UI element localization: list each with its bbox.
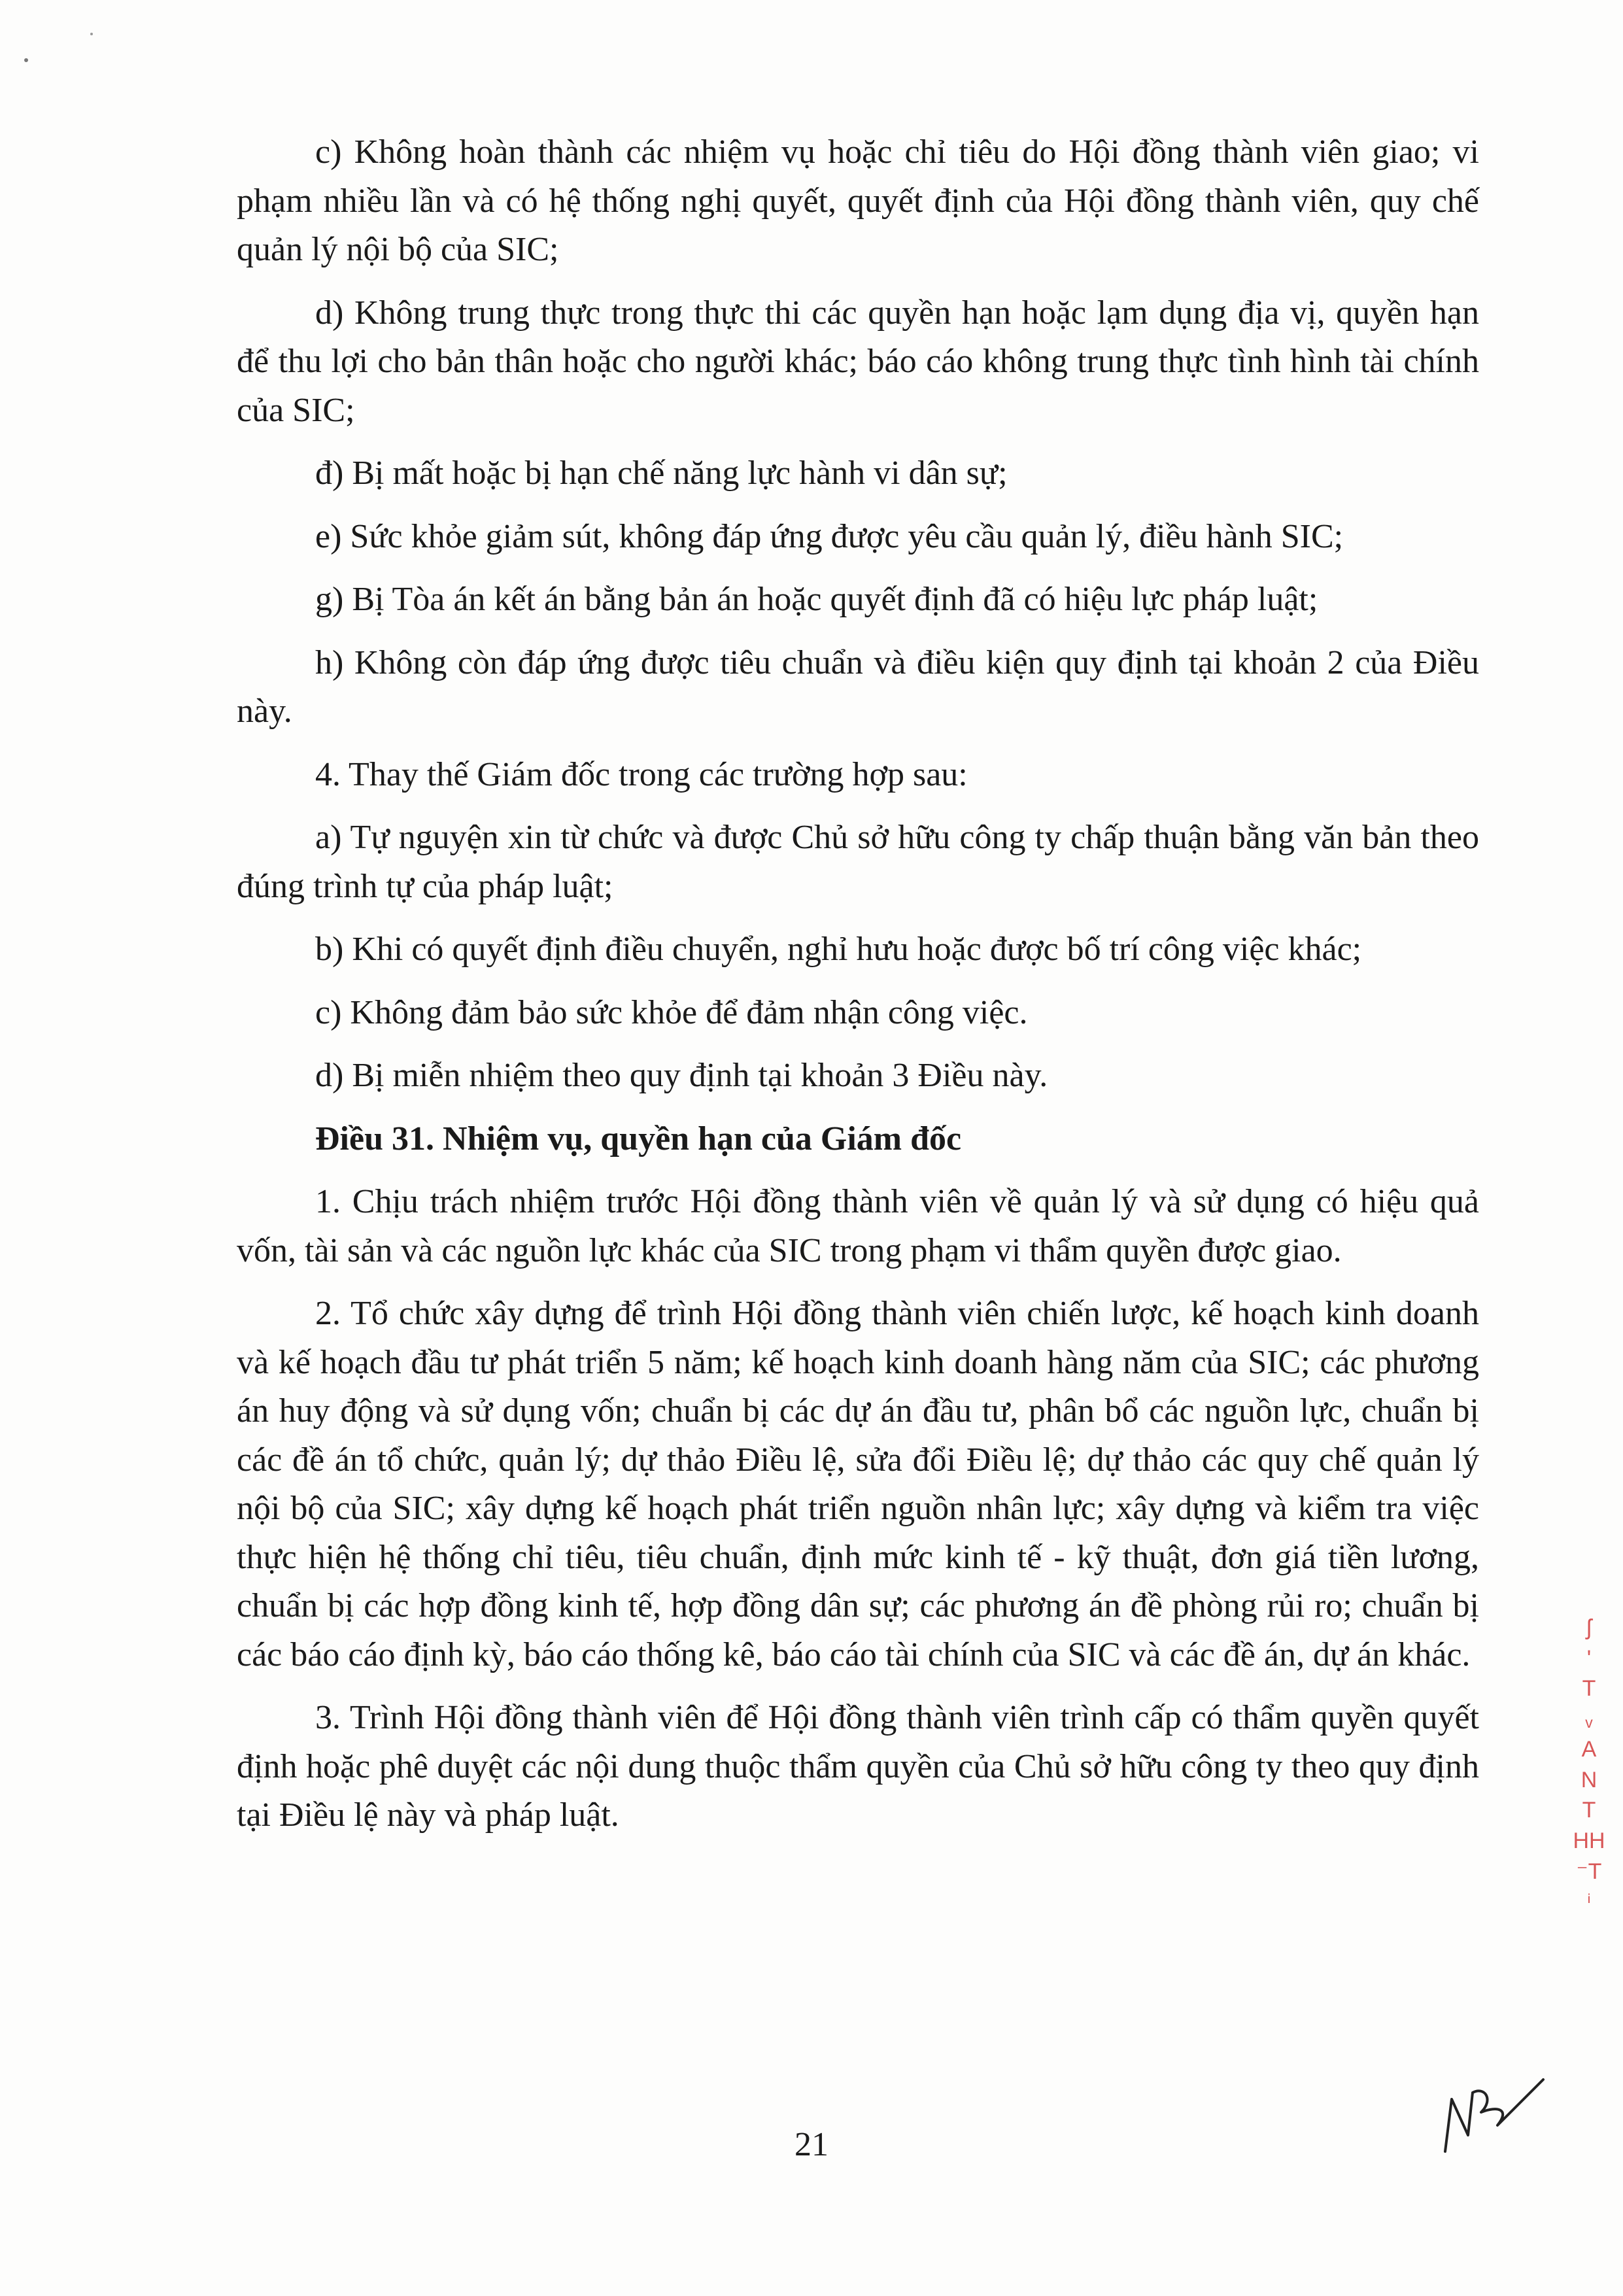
seal-edge-stamp [1569, 1615, 1609, 1916]
stamp-mark: T [1582, 1798, 1596, 1823]
paragraph: c) Không hoàn thành các nhiệm vụ hoặc chỉ tiêu do Hội đồng thành viên giao; vi phạm nhiều lần và có hệ thống nghị quyết, quyết định của Hội đồng thành viên, quy chế quản lý nội bộ của SIC; [237, 133, 1479, 268]
stamp-mark: ᵥ [1585, 1706, 1593, 1732]
stamp-mark: ⁱ [1586, 1890, 1592, 1915]
paragraph: 3. Trình Hội đồng thành viên để Hội đồng thành viên trình cấp có thẩm quyền quyết định hoặc phê duyệt các nội dung thuộc thẩm quyền của Chủ sở hữu công ty theo quy định tại Điều lệ này và pháp luật. [237, 1699, 1479, 1834]
paragraph: e) Sức khỏe giảm sút, không đáp ứng được yêu cầu quản lý, điều hành SIC; [315, 517, 1344, 555]
stamp-mark: HH [1573, 1828, 1605, 1853]
paragraph: 2. Tổ chức xây dựng để trình Hội đồng thành viên chiến lược, kế hoạch kinh doanh và kế hoạch đầu tư phát triển 5 năm; kế hoạch kinh doanh hàng năm của SIC; các phương án huy động và sử dụng vốn; chuẩn bị các dự án đầu tư, phân bổ các nguồn lực, chuẩn bị các đề án tổ chức, quản lý; dự thảo Điều lệ, sửa đổi Điều lệ; dự thảo các quy chế quản lý nội bộ của SIC; xây dựng kế hoạch phát triển nguồn nhân lực; xây dựng và kiểm tra việc thực hiện hệ thống chỉ tiêu, tiêu chuẩn, định mức kinh tế - kỹ thuật, đơn giá tiền lương, chuẩn bị các hợp đồng kinh tế, hợp đồng dân sự; các phương án đề phòng rủi ro; chuẩn bị các báo cáo định kỳ, báo cáo thống kê, báo cáo tài chính của SIC và các đề án, dự án khác. [237, 1295, 1479, 1673]
article-heading: Điều 31. Nhiệm vụ, quyền hạn của Giám đốc [315, 1120, 962, 1157]
stamp-mark: T [1582, 1676, 1596, 1702]
stamp-mark: ʃ [1586, 1615, 1592, 1640]
page-number: 21 [794, 2126, 829, 2163]
stamp-mark: ⁻T [1576, 1859, 1602, 1885]
paragraph: 4. Thay thế Giám đốc trong các trường hợp sau: [315, 755, 968, 793]
stamp-mark: N [1580, 1767, 1597, 1792]
paragraph: 1. Chịu trách nhiệm trước Hội đồng thành viên về quản lý và sử dụng có hiệu quả vốn, tài sản và các nguồn lực khác của SIC trong phạm vi thẩm quyền được giao. [237, 1183, 1479, 1269]
document-body [237, 128, 1479, 1855]
paragraph: c) Không đảm bảo sức khỏe để đảm nhận công việc. [315, 993, 1028, 1031]
paragraph: h) Không còn đáp ứng được tiêu chuẩn và điều kiện quy định tại khoản 2 của Điều này. [237, 643, 1479, 730]
stamp-mark: ʹ [1586, 1645, 1592, 1671]
paragraph: d) Không trung thực trong thực thi các quyền hạn hoặc lạm dụng địa vị, quyền hạn để thu lợi cho bản thân hoặc cho người khác; báo cáo không trung thực tình hình tài chính của SIC; [237, 294, 1479, 429]
scan-specks [0, 0, 1623, 131]
paragraph: g) Bị Tòa án kết án bằng bản án hoặc quyết định đã có hiệu lực pháp luật; [315, 581, 1318, 618]
paragraph: đ) Bị mất hoặc bị hạn chế năng lực hành vi dân sự; [315, 454, 1008, 492]
paragraph: b) Khi có quyết định điều chuyển, nghỉ hưu hoặc được bố trí công việc khác; [315, 931, 1362, 968]
paragraph: d) Bị miễn nhiệm theo quy định tại khoản 3 Điều này. [315, 1057, 1048, 1094]
stamp-mark: A [1581, 1737, 1597, 1762]
paragraph: a) Tự nguyện xin từ chức và được Chủ sở hữu công ty chấp thuận bằng văn bản theo đúng trình tự của pháp luật; [237, 819, 1479, 905]
